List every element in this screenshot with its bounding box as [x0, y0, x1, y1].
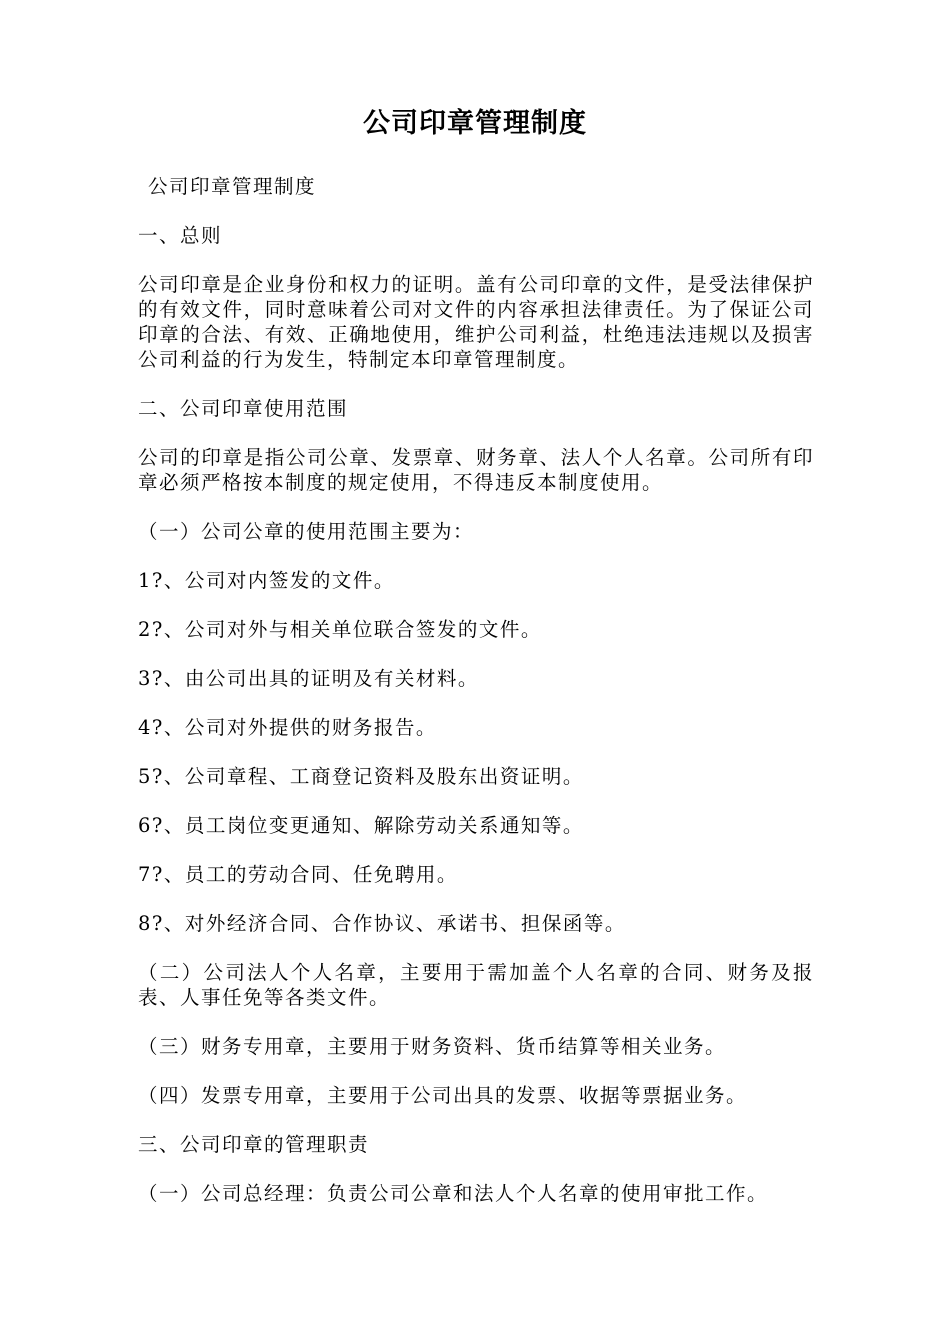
paragraph-scope: 公司的印章是指公司公章、发票章、财务章、法人个人名章。公司所有印章必须严格按本制度的规定使用，不得违反本制度使用。 [138, 446, 814, 494]
list-item: 7?、员工的劳动合同、任免聘用。 [138, 863, 458, 886]
document-title: 公司印章管理制度 [363, 108, 587, 139]
subtitle-paragraph: 公司印章管理制度 [148, 175, 317, 198]
paragraph-legal-person-seal: （二）公司法人个人名章，主要用于需加盖个人名章的合同、财务及报表、人事任免等各类文件。 [138, 961, 814, 1009]
paragraph-general-manager: （一）公司总经理：负责公司公章和法人个人名章的使用审批工作。 [138, 1182, 769, 1205]
list-item: 1?、公司对内签发的文件。 [138, 569, 395, 592]
section-heading-scope: 二、公司印章使用范围 [138, 397, 349, 420]
paragraph-general: 公司印章是企业身份和权力的证明。盖有公司印章的文件，是受法律保护的有效文件，同时意味着公司对文件的内容承担法律责任。为了保证公司印章的合法、有效、正确地使用，维护公司利益，杜绝违法违规以及损害公司利益的行为发生，特制定本印章管理制度。 [138, 273, 814, 371]
subsection-heading-official-seal: （一）公司公章的使用范围主要为： [138, 520, 475, 543]
document-body [138, 174, 814, 1230]
section-heading-responsibilities: 三、公司印章的管理职责 [138, 1133, 370, 1156]
list-item: 6?、员工岗位变更通知、解除劳动关系通知等。 [138, 814, 584, 837]
list-item: 2?、公司对外与相关单位联合签发的文件。 [138, 618, 542, 641]
list-item: 5?、公司章程、工商登记资料及股东出资证明。 [138, 765, 584, 788]
list-item: 4?、公司对外提供的财务报告。 [138, 716, 437, 739]
list-item: 3?、由公司出具的证明及有关材料。 [138, 667, 479, 690]
paragraph-invoice-seal: （四）发票专用章，主要用于公司出具的发票、收据等票据业务。 [138, 1084, 748, 1107]
section-heading-general: 一、总则 [138, 224, 223, 247]
paragraph-finance-seal: （三）财务专用章，主要用于财务资料、货币结算等相关业务。 [138, 1035, 727, 1058]
list-item: 8?、对外经济合同、合作协议、承诺书、担保函等。 [138, 912, 626, 935]
